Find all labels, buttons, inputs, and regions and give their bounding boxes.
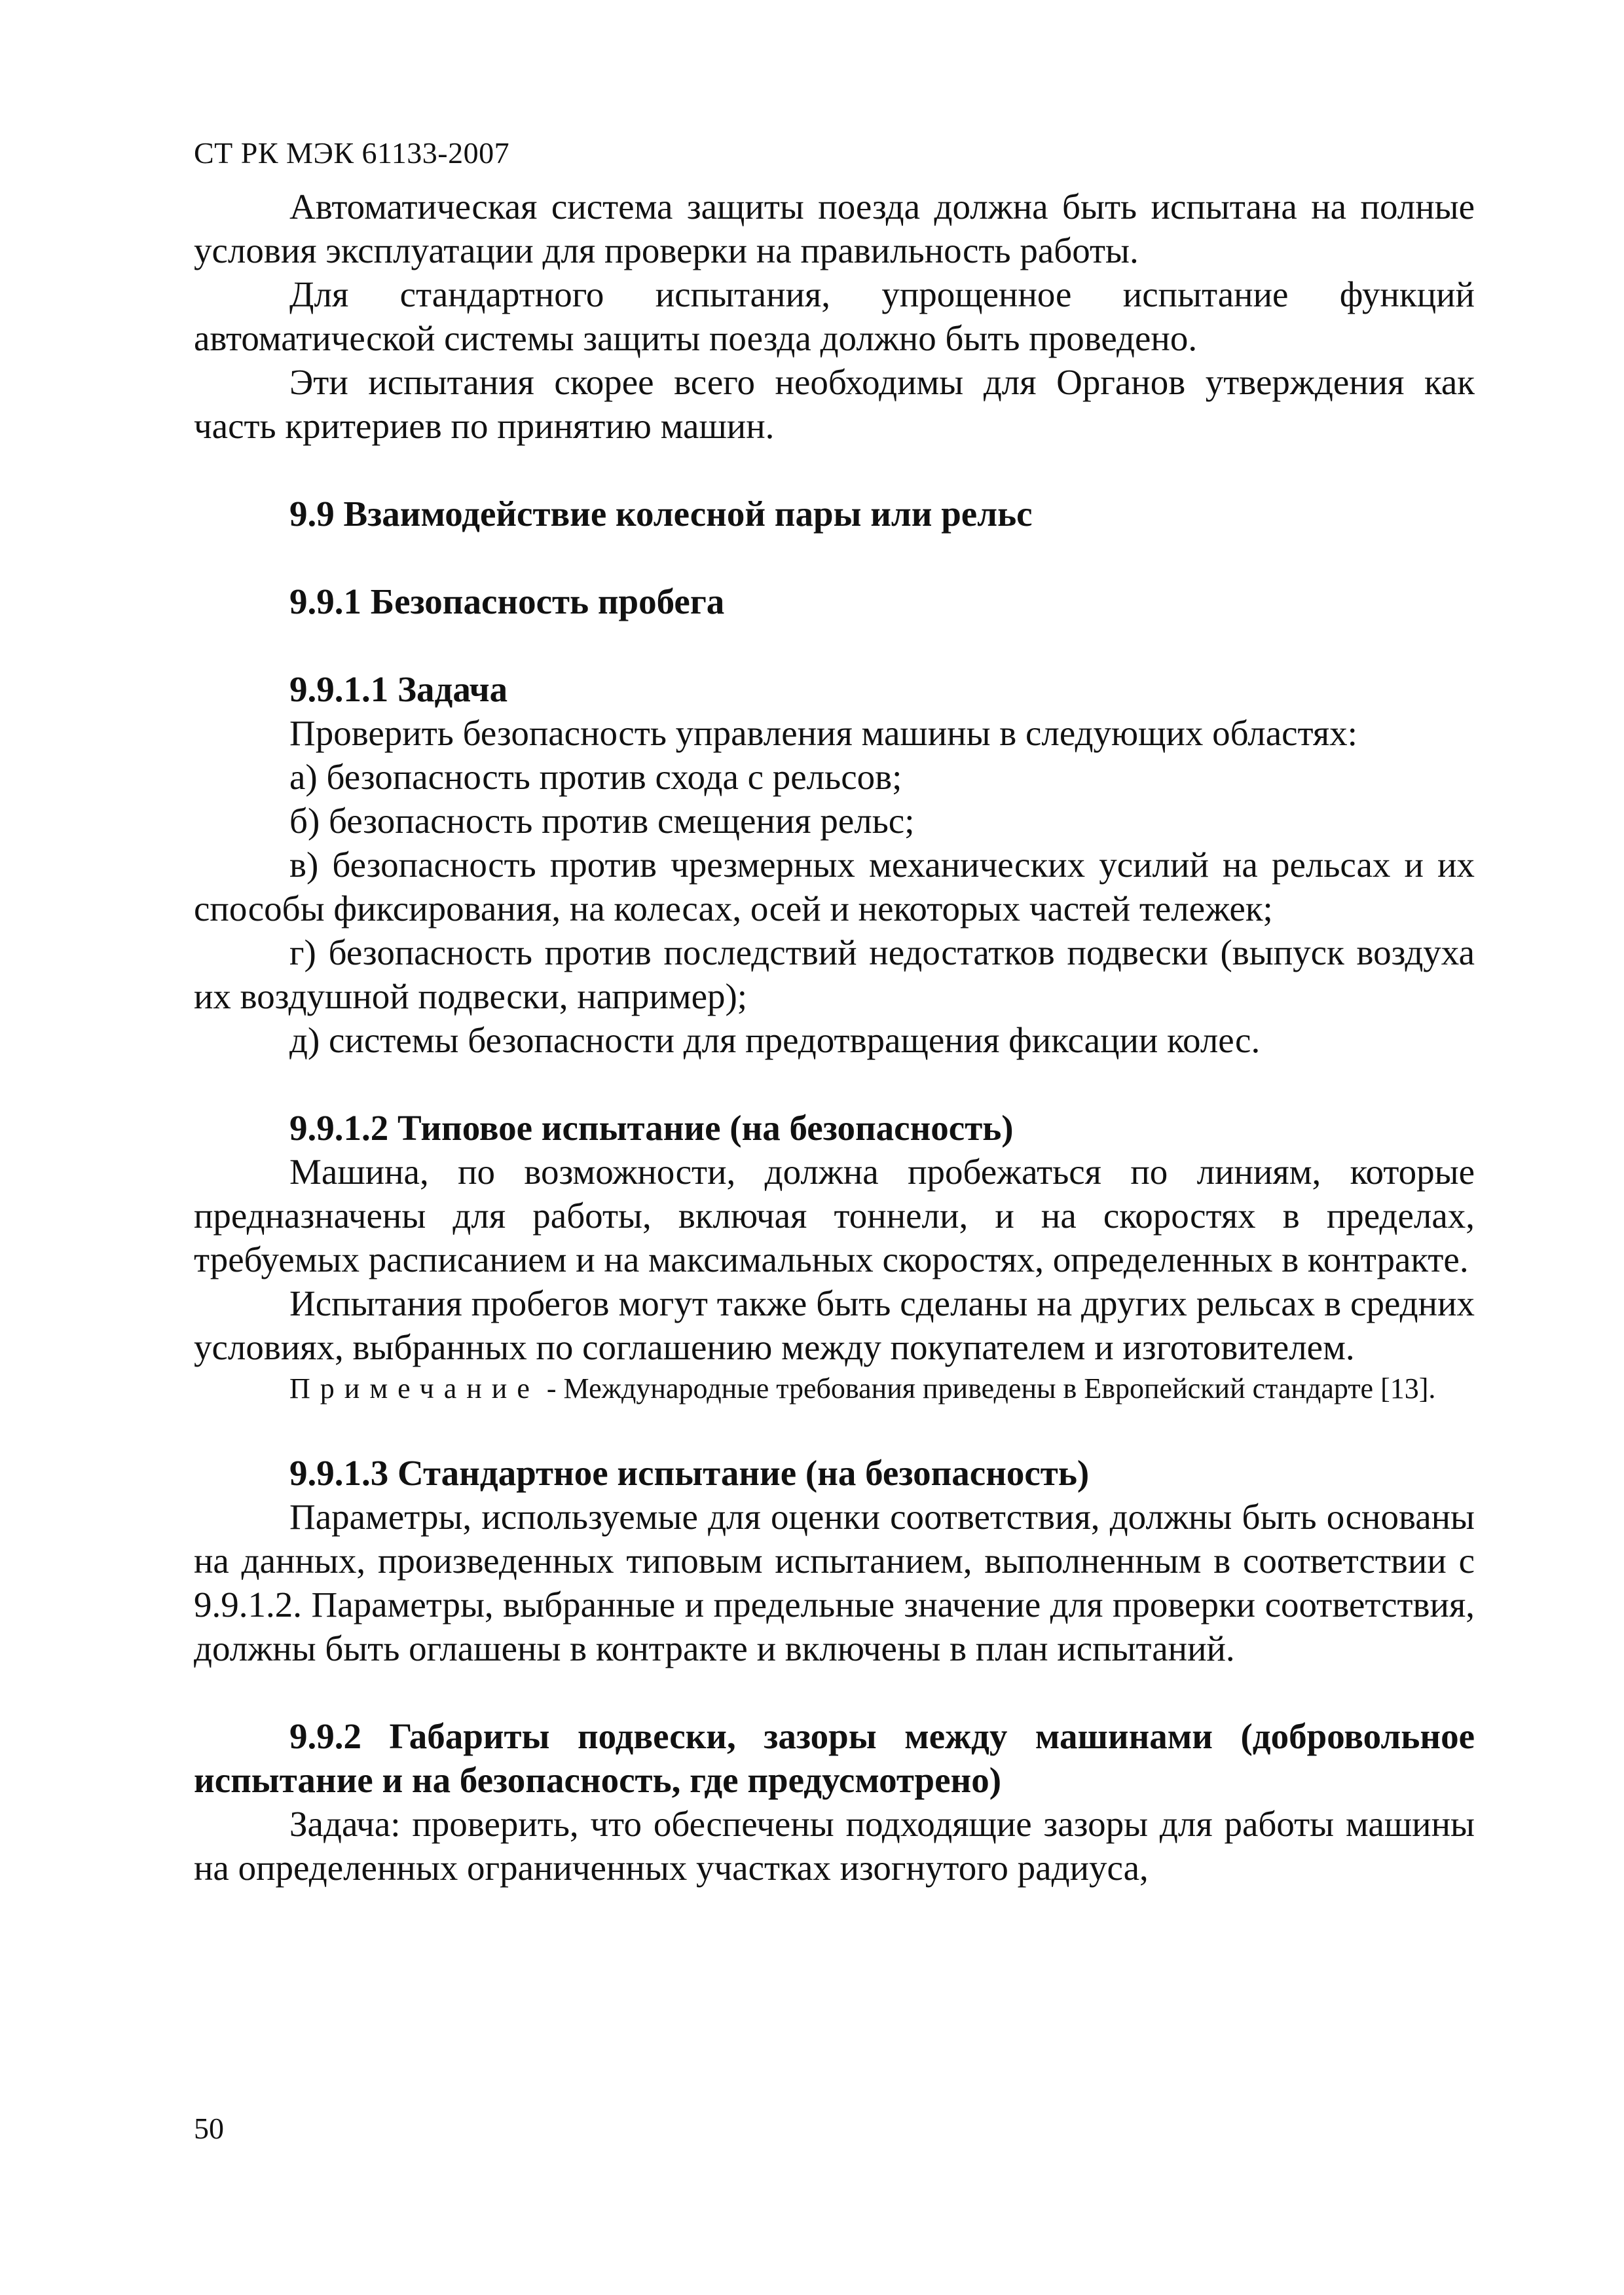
section-9-9-1-heading: 9.9.1 Безопасность пробега <box>289 581 725 621</box>
section-9-9-2-heading: 9.9.2 Габариты подвески, зазоры между машинами (добровольное испытание и на безопасность, где предусмотрено) <box>194 1716 1475 1800</box>
list-item: г) безопасность против последствий недостатков подвески (выпуск воздуха их воздушной подвески, например); <box>194 932 1475 1016</box>
list-item: д) системы безопасности для предотвращения фиксации колес. <box>289 1020 1261 1060</box>
section-9-9-2-paragraph-1: Задача: проверить, что обеспечены подходящие зазоры для работы машины на определенных ограниченных участках изогнутого радиуса, <box>194 1804 1475 1888</box>
section-9-9-1-3-heading: 9.9.1.3 Стандартное испытание (на безопасность) <box>289 1453 1090 1493</box>
section-9-9-1-2-paragraph-1: Машина, по возможности, должна пробежаться по линиям, которые предназначены для работы, включая тоннели, и на скоростях в пределах, требуемых расписанием и на максимальных скоростях, определенных в контракте. <box>194 1152 1475 1279</box>
page-number: 50 <box>194 2112 224 2145</box>
note-text: - Международные требования приведены в Европейский стандарте [13]. <box>539 1372 1436 1405</box>
standard-code-header: СТ РК МЭК 61133-2007 <box>194 136 510 170</box>
section-9-9-1-1-heading: 9.9.1.1 Задача <box>289 669 508 709</box>
intro-paragraph-3: Эти испытания скорее всего необходимы для Органов утверждения как часть критериев по принятию машин. <box>194 362 1475 446</box>
note <box>194 1370 1475 1407</box>
section-9-9-1-2-paragraph-2: Испытания пробегов могут также быть сделаны на других рельсах в средних условиях, выбранных по соглашению между покупателем и изготовителем. <box>194 1283 1475 1367</box>
section-9-9-heading: 9.9 Взаимодействие колесной пары или рельс <box>289 494 1033 534</box>
intro-paragraph-1: Автоматическая система защиты поезда должна быть испытана на полные условия эксплуатации для проверки на правильность работы. <box>194 187 1475 270</box>
note-prefix: Примечание <box>289 1372 540 1405</box>
page-content <box>194 185 1475 1890</box>
intro-paragraph-2: Для стандартного испытания, упрощенное испытание функций автоматической системы защиты поезда должно быть проведено. <box>194 274 1475 358</box>
list-item: а) безопасность против схода с рельсов; <box>289 757 902 797</box>
list-item: б) безопасность против смещения рельс; <box>289 801 915 841</box>
section-9-9-1-1-intro: Проверить безопасность управления машины в следующих областях: <box>289 713 1357 753</box>
list-item: в) безопасность против чрезмерных механических усилий на рельсах и их способы фиксирования, на колесах, осей и некоторых частей тележек; <box>194 845 1475 928</box>
section-9-9-1-2-heading: 9.9.1.2 Типовое испытание (на безопасность) <box>289 1108 1014 1148</box>
section-9-9-1-3-paragraph-1: Параметры, используемые для оценки соответствия, должны быть основаны на данных, произведенных типовым испытанием, выполненным в соответствии с 9.9.1.2. Параметры, выбранные и предельные значение для проверки соответствия, должны быть оглашены в контракте и включены в план испытаний. <box>194 1497 1475 1668</box>
